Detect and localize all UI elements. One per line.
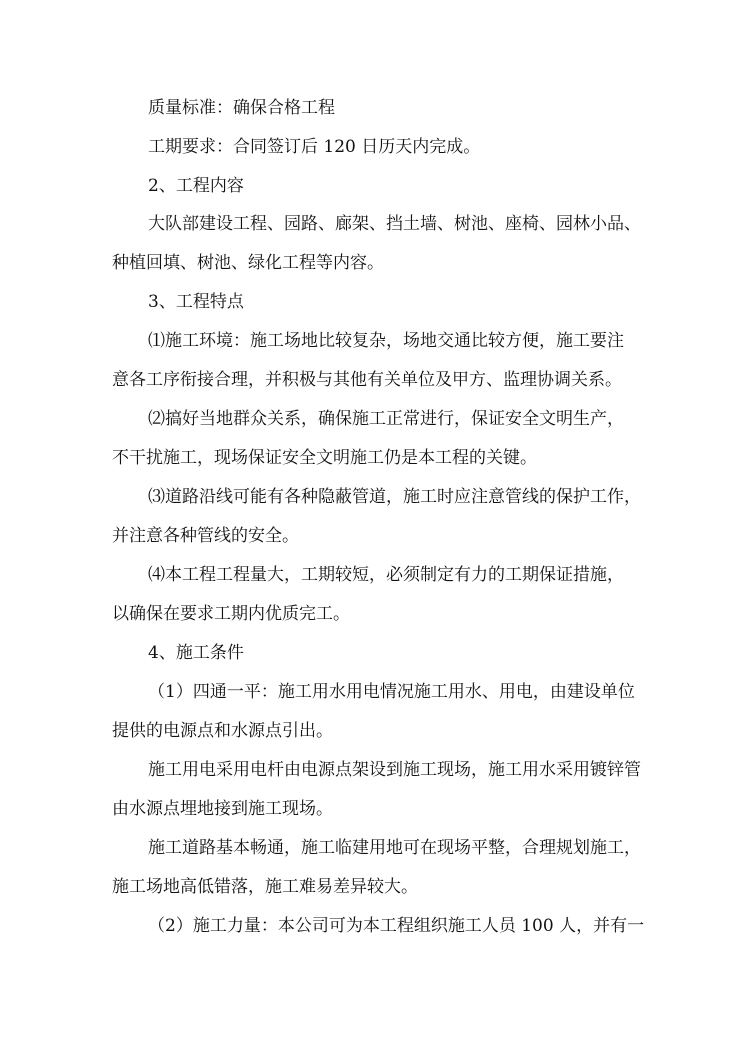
section-2-body-line-2: 种植回填、树池、绿化工程等内容。 bbox=[112, 253, 384, 273]
section-4-item-1-line-1: （1）四通一平：施工用水用电情况施工用水、用电，由建设单位 bbox=[148, 682, 635, 702]
section-3-item-2-line-1: ⑵搞好当地群众关系，确保施工正常进行，保证安全文明生产， bbox=[148, 409, 624, 429]
section-4-para-2-line-1: 施工用电采用电杆由电源点架设到施工现场，施工用水采用镀锌管 bbox=[148, 760, 641, 780]
section-3-item-1-line-2: 意各工序衔接合理，并积极与其他有关单位及甲方、监理协调关系。 bbox=[112, 370, 622, 390]
section-4-para-3-line-1: 施工道路基本畅通，施工临建用地可在现场平整，合理规划施工， bbox=[148, 838, 641, 858]
section-4-para-3-line-2: 施工场地高低错落，施工难易差异较大。 bbox=[112, 877, 418, 897]
section-4-item-1-line-2: 提供的电源点和水源点引出。 bbox=[112, 721, 333, 741]
section-3-item-4-line-1: ⑷本工程工程量大，工期较短，必须制定有力的工期保证措施， bbox=[148, 565, 624, 585]
section-3-item-3-line-2: 并注意各种管线的安全。 bbox=[112, 526, 299, 546]
section-3-item-2-line-2: 不干扰施工，现场保证安全文明施工仍是本工程的关键。 bbox=[112, 448, 537, 468]
section-3-heading: 3、工程特点 bbox=[148, 292, 244, 312]
section-4-heading: 4、施工条件 bbox=[148, 643, 244, 663]
quality-standard: 质量标准：确保合格工程 bbox=[148, 98, 335, 118]
section-4-item-2-line-1: （2）施工力量：本公司可为本工程组织施工人员 100 人，并有一 bbox=[148, 916, 645, 936]
schedule-requirement: 工期要求：合同签订后 120 日历天内完成。 bbox=[148, 137, 481, 157]
section-3-item-3-line-1: ⑶道路沿线可能有各种隐蔽管道，施工时应注意管线的保护工作， bbox=[148, 487, 641, 507]
section-2-heading: 2、工程内容 bbox=[148, 176, 244, 196]
section-2-body-line-1: 大队部建设工程、园路、廊架、挡土墙、树池、座椅、园林小品、 bbox=[148, 214, 641, 234]
section-3-item-1-line-1: ⑴施工环境：施工场地比较复杂，场地交通比较方便，施工要注 bbox=[148, 331, 624, 351]
section-3-item-4-line-2: 以确保在要求工期内优质完工。 bbox=[112, 604, 350, 624]
section-4-para-2-line-2: 由水源点埋地接到施工现场。 bbox=[112, 799, 333, 819]
